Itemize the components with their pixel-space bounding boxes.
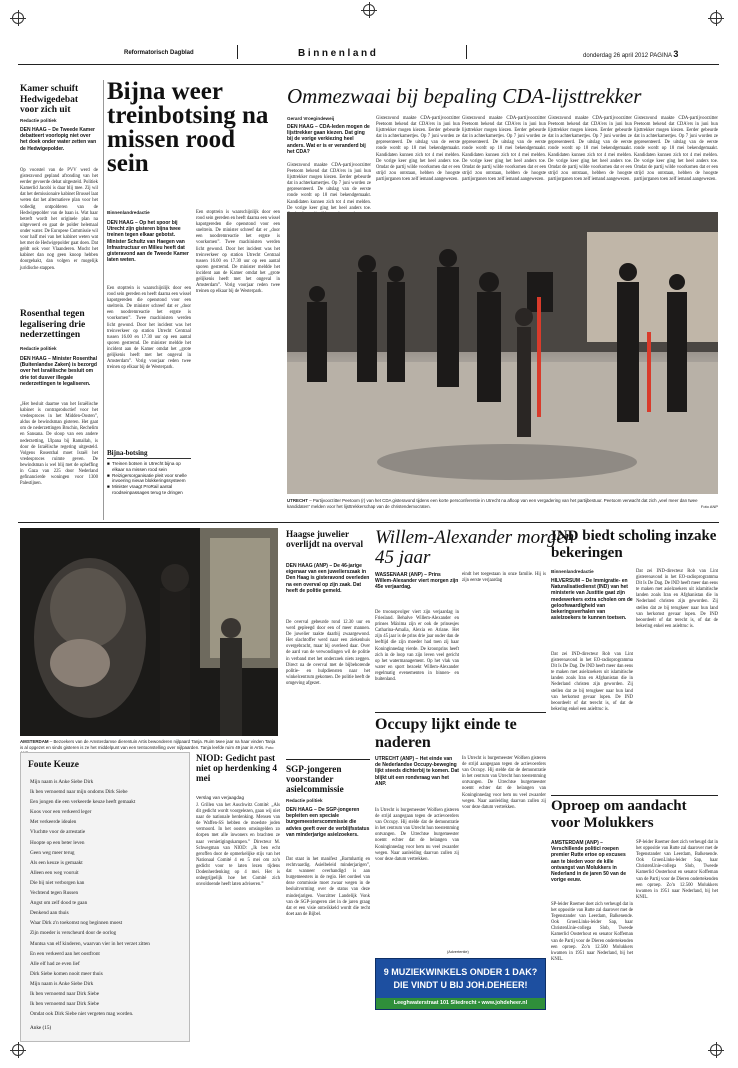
cda-title: Ommezwaai bij bepaling CDA-lijsttrekker (287, 84, 642, 108)
oproep-body-col1: SP-leider Roemer doet zich verheugd dat in het oppositie van Rutte zal daarover met de Tegenstander van Leerdam, Balkenende. Ook GroenLinks-leider Sap, haar ChristenUnie-collega Slob, Tweede Kamerlid Oosterhout en senator Koffeman van de Partij voor de Dieren ondertekenden een oproep. Zo'n 12.500 Molukkers kwamen in 1951 naar Nederland, bij het KNIL. (551, 902, 634, 962)
poem-line: Die bij niet verborgen kan (30, 879, 85, 886)
foute-keuze-poem (30, 777, 186, 1019)
occupy-title: Occupy lijkt einde te naderen (375, 716, 517, 751)
niod-title: NIOD: Gedicht past niet op herdenking 4 mei (196, 753, 277, 783)
cda-photo-scene (287, 212, 718, 494)
page-number: 3 (673, 49, 679, 59)
haagse-divider (286, 759, 370, 760)
poem-line: Ik ben vernoemd naar Dirk Siebe (30, 1001, 99, 1008)
cda-caption-place: UTRECHT (287, 498, 308, 503)
willem-body-col2: eindt het toegestaan in onze familie. Hij is zijn eerste verjaardag (462, 572, 546, 584)
ind-body-col1: Dat zei IND-directeur Rob van Lint gisterenavond in het EO-radioprogramma Dit Is De Dag. De IND heeft meer dan eens te maken met asielzoekers uit islamitische landen zoals Iran en Afghanistan die in Nederland christen zijn geworden. Zij stellen dat ze bij terugkeer naar hun land van herkomst gevaar lopen. De IND beoordeelt of dat terecht is, of dat de bekering enkel een asieltruc is. (551, 652, 633, 712)
poem-line: Koos voor een verkeerd leger (30, 809, 92, 816)
poem-line: Met verkeerde idealen (30, 819, 77, 826)
ad-tag: (Advertentie) (447, 950, 469, 954)
sgp-title: SGP-jongeren voorstander asielcommissie (286, 764, 344, 794)
registration-mark-top-left (12, 12, 24, 24)
ad-address: Leeghwaterstraat 101 Sliedrecht • www.johdeheer.nl (376, 998, 545, 1009)
trein-title: Bijna weer treinbotsing na missen rood sein (107, 78, 269, 177)
hippo-photo-scene (20, 528, 278, 736)
left-column-divider (103, 80, 104, 520)
masthead-divider-right (466, 45, 467, 59)
cda-body-col4: Gisteravond maakte CDA-partijvoorzitter Peetoom bekend dat CDA'ers in juni hun lijsttrekker mogen kiezen. Eerder gebeurde dat in achterkamertjes. Op 7 juni worden ze gepresenteerd. De uitslag van de eerste ronde wordt op 18 mei bekendgemaakt. Kandidaten kunnen zich tot 4 mei melden. De vorige keer ging het heel anders toe. Omdat de partij wilde voorkomen dat er een strijd zou ontstaan, hebben de hoogste partijorganen toen zelf iemand aangewezen. (548, 116, 632, 182)
poem-line: Zijn moeder is verscheurd door de oorlog (30, 930, 117, 937)
cda-lead: DEN HAAG – CDA-leden mogen de lijsttrekker gaan kiezen. Dat ging bij de vorige verkiezing heel anders. Wat er is er veranderd bij het CDA? (287, 124, 370, 155)
registration-mark-bottom-right (710, 1044, 722, 1056)
oproep-lead: AMSTERDAM (ANP) – Verschillende politici roepen premier Rutte ertoe op excuses aan te bieden voor de kille ontvangst van Molukkers in Nederland in de jaren 50 van de vorige eeuw. (551, 840, 627, 884)
ind-label: Binnenlandredactie (551, 569, 594, 574)
foute-keuze-signature: Anke (15) (30, 1025, 52, 1031)
poem-line: Vechtend tegen Russen (30, 890, 79, 897)
niod-label: Verslag van verjaagdag (196, 795, 245, 800)
trein-infobox-item: ■ Minister vraagt ProRail aantal roodseinpassages terug te dringen (107, 484, 183, 495)
cda-caption-text: – Partijvoorzitter Peetoom (r) van het CDA gisteravond tijdens een korte persconferentie in Utrecht na afloop van een vergadering van het partijbestuur. Peetoom verwacht dat zich „veel meer dan twee kandidaten” melden voor het lijsttrekkerschap van de christendemocraten. (287, 498, 698, 509)
kamer-title: Kamer schuift Hedwigedebat voor zich uit (20, 84, 79, 115)
ind-lead: HILVERSUM – De Immigratie- en Naturalisatiedienst (IND) van het ministerie van Justitie gaat zijn medewerkers extra scholen om de geloofwaardigheid van bekeringsverhalen van asielzoekers te kunnen toetsen. (551, 578, 633, 622)
kamer-body: Op voorstel van de PVV werd de gisteravond gepland afronding van het eerder gevoerde debat uitgesteld. Politiek Kamerlid Jacobi is daar blij mee. Zij wil dat het demissionaire kabinet Brussel laat weten dat het alternatieve plan voor het volledig ontpolderen van de Hedwigepolder van de baan is. Wat haar betreft wordt het originele plan na uitgevoerd en gaat de polder helemaal onder water. De Europese Commissie wil voor half mei van het kabinet weten wat het met de Hedwigepolder gaat doen. Dat geldt ook voor Vlaanderen. Mocht het kabinet dan nog geen knoop hebben doorgehakt, dan volgen er mogelijk juridische stappen. (20, 168, 98, 271)
cda-photo-credit: Foto ANP (700, 503, 718, 509)
ad-line1: 9 MUZIEKWINKELS ONDER 1 DAK? (383, 967, 538, 977)
cda-photo-caption (287, 498, 718, 509)
rosenthal-title: Rosenthal tegen legalisering drie nederzettingen (20, 309, 86, 340)
haagse-title: Haagse juwelier overlijdt na overval (286, 529, 364, 549)
foute-keuze-box (20, 752, 190, 1042)
occupy-body-col2: In Utrecht is burgemeester Wolfsen gisteren de strijd aangegaan tegen de actievoerders van Occupy. Hij stelde dat de demonstratie in het centrum van Utrecht hun toestemming ontvangen. De Utrechtse burgemeester noemt echter dat de belangen van Koninginnedag voor hem nu veel zwaarder wegen. Naar aanleiding daarvan zullen zij voor deze datum vertrekken. (462, 756, 546, 810)
masthead-divider-left (237, 45, 238, 59)
cda-press-photo (287, 212, 718, 494)
ind-divider (551, 795, 718, 796)
trein-infobox-item: ■ Treinen botsen in Utrecht bijna op elkaar na missen rood sein (107, 461, 181, 472)
poem-line: Denkend aan thuis (30, 910, 69, 917)
foute-keuze-title: Foute Keuze (28, 760, 79, 770)
oproep-body-col2: SP-leider Roemer doet zich verheugd dat in het oppositie van Rutte zal daarover met de Tegenstander van Leerdam, Balkenende. Ook GroenLinks-leider Sap, haar ChristenUnie-collega Slob, Tweede Kamerlid Oosterhout en senator Koffeman van de Partij voor de Dieren ondertekenden een oproep. Zo'n 12.500 Molukkers kwamen in 1951 naar Nederland, bij het KNIL. (636, 840, 719, 900)
kamer-lead: DEN HAAG – De Tweede Kamer debatteert voorlopig niet over het doek onder water zetten van de Hedwigepolder. (20, 127, 97, 152)
sgp-body: Dat staat in het manifest „Barmhartig en rechtvaardig. Asielbeleid minderjarigen”, dat wanneer overhandigd is aan burgemeesters in de regio. Het oordeel van deze commissie moet zwaar wegen in de besluitvorming over de status van deze minderjarigen. Voorzitter Landelijk Vonk van de SGP-jongeren ziet in de jaren graag dat er een visie ontwikkeld wordt die recht doet aan de Bijbel. (286, 857, 370, 917)
poem-line: En een verkeerd aan het oostfront (30, 950, 100, 957)
willem-title: Willem-Alexander morgen 45 jaar (375, 527, 575, 568)
poem-line: Muntsa van elf kinderen, waarvan vier in het verzet zitten (30, 940, 150, 947)
hippo-photo-credit: Foto (265, 744, 274, 750)
sgp-lead: DEN HAAG – De SGP-jongeren bepleiten een speciale burgemeesterscommissie die advies geeft over de verblijfsstatus van minderjarige asielzoekers. (286, 807, 370, 838)
masthead-rule (18, 64, 719, 65)
date-text: donderdag 26 april 2012 (583, 53, 649, 59)
trein-lead: DEN HAAG – Op het spoor bij Utrecht zijn gisteren bijna twee treinen tegen elkaar gebotst. Minister Schultz van Haegen van Infrastructuur en Milieu heeft dat gisteravond aan de Tweede Kamer laten weten. (107, 220, 189, 264)
upper-section-rule (18, 522, 719, 523)
rosenthal-label: Redactie politiek (20, 346, 57, 351)
ad-line2: DIE VINDT U BIJ JOH.DEHEER! (393, 980, 528, 990)
cda-body-col5: Gisteravond maakte CDA-partijvoorzitter Peetoom bekend dat CDA'ers in juni hun lijsttrekker mogen kiezen. Eerder gebeurde dat in achterkamertjes. Op 7 juni worden ze gepresenteerd. De uitslag van de eerste ronde wordt op 18 mei bekendgemaakt. Kandidaten kunnen zich tot 4 mei melden. De vorige keer ging het heel anders toe. Omdat de partij wilde voorkomen dat er een strijd zou ontstaan, hebben de hoogste partijorganen toen zelf iemand aangewezen. (634, 116, 718, 182)
willem-divider (375, 712, 546, 713)
kamer-label: Redactie politiek (20, 118, 57, 123)
trein-infobox-title: Bijna-botsing (107, 449, 191, 459)
poem-line: Ik ben vernoemd naar Dirk Siebe (30, 990, 99, 997)
section-name: Binnenland (298, 48, 379, 59)
ind-body-col2: Dat zei IND-directeur Rob van Lint gisterenavond in het EO-radioprogramma Dit Is De Dag. De IND heeft meer dan eens te maken met asielzoekers uit islamitische landen zoals Iran en Afghanistan die in Nederland christen zijn geworden. Zij stellen dat ze bij terugkeer naar hun land van herkomst gevaar lopen. De IND beoordeelt of dat terecht is, of dat de bekering enkel een asieltruc is. (636, 569, 718, 629)
rosenthal-body: „Het besluit daartoe van het Israëlische kabinet is contraproductief voor het vredesproces in het Midden-Oosten”, aldus de bewindsman gisteren. Het gaat om de nederzettingen Bruchin, Rechelim en Sansana. De sloop van een andere nederzetting, Ulpana bij Ramallah, is door de Israëlische regering uitgesteld. Volgens Rosenthal moet Israël het vredesproces ruimte geven. De bewindsman is wel blij met de opheffing in Gaza van 225 door Nederland gefinancierde woningen voor 1300 Palestijnen. (20, 402, 98, 487)
registration-mark-top-right (710, 12, 722, 24)
oproep-title: Oproep om aandacht voor Molukkers (551, 798, 687, 831)
cda-body-col2: Gisteravond maakte CDA-partijvoorzitter Peetoom bekend dat CDA'ers in juni hun lijsttrekker mogen kiezen. Eerder gebeurde dat in achterkamertjes. Op 7 juni worden ze gepresenteerd. De uitslag van de eerste ronde wordt op 18 mei bekendgemaakt. Kandidaten kunnen zich tot 4 mei melden. De vorige keer ging het heel anders toe. Omdat de partij wilde voorkomen dat er een strijd zou ontstaan, hebben de hoogste partijorganen toen zelf iemand aangewezen. (376, 116, 460, 182)
poem-line: Mijn naam is Anke Siebe Dirk (30, 980, 94, 987)
registration-mark-top (363, 4, 375, 16)
hippo-caption-text: – Bezoekers van de Amsterdamse dierentuin Artis bewonderen nijlpaard Tanja. Ruim twee jaar na haar vinden Tanja is al opgezet en sinds gisteren is ze het middelpunt van een tentoonstelling over nijlpaarden. Tanja leefde ruim 49 jaar in Artis. (20, 739, 276, 750)
poem-line: Vluchtte voor de arrestatie (30, 829, 86, 836)
haagse-lead: DEN HAAG (ANP) – De 46-jarige eigenaar van een juwelierszaak in Den Haag is gisteravond overleden na een overval op zijn zaak. Dat heeft de politie gemeld. (286, 563, 370, 594)
haagse-body: De overval gebeurde rond 12.30 uur en werd gepleegd door een of meer mannen. De juwelier raakte daarbij zwaargewond. Het slachtoffer werd naar een ziekenhuis overgebracht, maar bij overleed daar. Over de aard van de verwondingen wil de politie in verband met het onderzoek niets zeggen. Direct na de overval met de bijbehorende politie- en hulpdiensten naar het winkelcentrum gekomen. De politie heeft de omgeving afgezet. (286, 620, 370, 686)
rosenthal-lead: DEN HAAG – Minister Rosenthal (Buitenlandse Zaken) is bezorgd over het Israëlische besluit om drie tot dusver illegale nederzettingen te legaliseren. (20, 356, 97, 387)
poem-line: Alleen een weg vooruit (30, 869, 79, 876)
trein-infobox-item: ■ Reizigersorganisatie pleit voor snelle invoering nieuw blokkeringssysteem (107, 472, 187, 484)
sgp-label: Redactie politiek (286, 798, 323, 803)
page-date (583, 49, 678, 59)
paper-name: Reformatorisch Dagblad (124, 50, 194, 56)
poem-line: Mijn naam is Anke Siebe Dirk (30, 779, 94, 785)
page-label: PAGINA (649, 53, 672, 59)
poem-line: Angst om zelf dood te gaan (30, 900, 88, 907)
poem-line: Hoopte op een beter leven (30, 839, 85, 846)
trein-label: Binnenlandredactie (107, 210, 150, 215)
poem-line: Ik ben vernoemd naar mijn ondoms Dirk Siebe (30, 789, 128, 796)
poem-line: Waar Dirk z'n toekomst nog beginnen moest (30, 920, 123, 927)
trein-infobox-list (107, 461, 191, 496)
poem-line: Een jongen die een verkeerde keuze heeft gemaakt (30, 799, 136, 806)
trein-body-col1: Een stoptrein is waarschijnlijk door een rood sein gereden en heeft daarna een wissel kapotgereden die openstond voor een sneltrein. De minister schreef dat er „door een noodremreactie het ergste is voorkomen”. Twee machinisten werden licht gewond. Door het incident was het treinverkeer op station Utrecht Centraal tussen 16.00 en 17.30 uur op een aantal sporen gestremd. De minister meldde het incident aan de Kamer omdat het „grote gelijkenis heeft met het ongeval in Amsterdam”. Vorig voorjaar reden twee treinen op elkaar bij de Westerpark. (107, 286, 191, 371)
poem-line: Alle elf had ze even lief (30, 960, 80, 967)
hippo-caption-place: AMSTERDAM (20, 739, 49, 744)
ind-title: IND biedt scholing inzake bekeringen (551, 528, 717, 561)
cda-body-col3: Gisteravond maakte CDA-partijvoorzitter Peetoom bekend dat CDA'ers in juni hun lijsttrekker mogen kiezen. Eerder gebeurde dat in achterkamertjes. Op 7 juni worden ze gepresenteerd. De uitslag van de eerste ronde wordt op 18 mei bekendgemaakt. Kandidaten kunnen zich tot 4 mei melden. De vorige keer ging het heel anders toe. Omdat de partij wilde voorkomen dat er een strijd zou ontstaan, hebben de hoogste partijorganen toen zelf iemand aangewezen. (462, 116, 546, 182)
poem-line: Omdat ook Dirk Siebe niet vergeten mag worden. (30, 1011, 134, 1018)
cda-label: Gerard Vroegindeweij (287, 116, 335, 121)
occupy-lead: UTRECHT (ANP) – Het einde van de Nederlandse Occupy-beweging lijkt steeds dichterbij te komen. Dat blijkt uit een rondvraag van het ANP. (375, 756, 459, 787)
poem-line: Als een keuze is gemaakt (30, 859, 83, 866)
poem-line: Dirk Siebe komen nooit meer thuis (30, 970, 103, 977)
cda-body-col1: Gisteravond maakte CDA-partijvoorzitter Peetoom bekend dat CDA'ers in juni hun lijsttrekker mogen kiezen. Eerder gebeurde dat in achterkamertjes. Op 7 juni worden ze gepresenteerd. De uitslag van de eerste ronde wordt op 18 mei bekendgemaakt. Kandidaten kunnen zich tot 4 mei melden. De vorige keer ging het heel anders toe. (287, 163, 371, 211)
trein-body-col2: Een stoptrein is waarschijnlijk door een rood sein gereden en heeft daarna een wissel kapotgereden die openstond voor een sneltrein. De minister schreef dat er „door een noodremreactie het ergste is voorkomen”. Twee machinisten werden licht gewond. Door het incident was het treinverkeer op station Utrecht Centraal tussen 16.00 en 17.30 uur op een aantal sporen gestremd. De minister meldde het incident aan de Kamer omdat het „grote gelijkenis heeft met het ongeval in Amsterdam”. Vorig voorjaar reden twee treinen op elkaar bij de Westerpark. (196, 210, 280, 295)
willem-lead: WASSENAAR (ANP) – Prins Willem-Alexander viert morgen zijn 45e verjaardag. (375, 572, 459, 591)
hippo-exhibit-photo (20, 528, 278, 736)
niod-body: J. Grillen van het Auschwitz Comité: „Als dit gedicht wordt voorgelezen, gaan wij niet naar de nationale herdenking. Mensen van de Waffen-SS hebben de moedste joden vermoord. In het oosten omsingelden zo dorpen met alle inwoners en brachten ze naar vernietigingskampen.” Directeur M. Schwegman van NIOD: „Ik ben echt geroffen door de opmerkelijke stijs van het Nationaal Comité 4 en 5 mei om zo'n gedicht voor te laten lezen tijdens Dodenherdenking op 4 mei. Het is onbegrijpelijk hoe het Comité zich onvoldoende heeft laten adviseren.” (196, 803, 280, 888)
willem-body-col1: De troonopvolger viert zijn verjaardag in Friesland. Behalve Willem-Alexander en prinses Máxima zijn er ook de prinsesjes Catharina-Amalia, Alexia en Ariane. Het zijn 45 jaar is de prins drie jaar ouder dan de leeftijd die zijn moeder had toen zij haar Koninginnedag vierde. De kroonprins heeft zich in de loop van zijn leven veel gericht op het watermanagement. Op het vlak van water en sport bezoekt Willem-Alexander regelmatig evenementen in binnen- en buitenland. (375, 610, 459, 683)
occupy-body-col1: In Utrecht is burgemeester Wolfsen gisteren de strijd aangegaan tegen de actievoerders van Occupy. Hij stelde dat de demonstratie in het centrum van Utrecht hun toestemming ontvangen. De Utrechtse burgemeester noemt echter dat de belangen van Koninginnedag voor hem nu veel zwaarder wegen. Naar aanleiding daarvan zullen zij voor deze datum vertrekken. (375, 808, 459, 862)
registration-mark-bottom-left (12, 1044, 24, 1056)
poem-line: Geen weg meer terug (30, 849, 75, 856)
music-store-ad[interactable] (375, 958, 546, 1010)
trein-infobox (107, 449, 191, 515)
